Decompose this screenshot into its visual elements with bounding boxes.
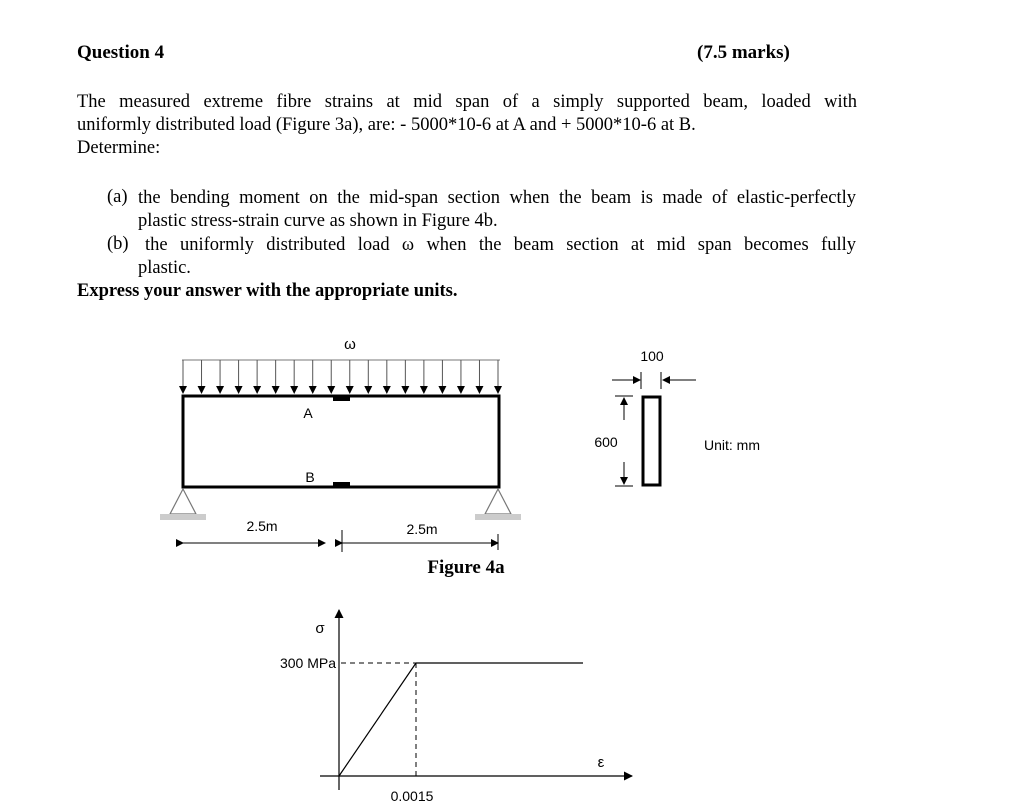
item-b-line-2: plastic. — [138, 258, 191, 278]
span-left-label: 2.5m — [246, 518, 278, 534]
figure-4a-caption: Figure 4a — [427, 557, 505, 578]
sigma-axis-label: σ — [315, 620, 325, 637]
instruction: Express your answer with the appropriate units. — [77, 281, 458, 301]
item-b-line-1: the uniformly distributed load ω when the beam section at mid span becomes fully — [145, 235, 856, 255]
question-marks: (7.5 marks) — [697, 42, 790, 63]
intro-line-1: The measured extreme fibre strains at mid span of a simply supported beam, loaded with — [77, 92, 857, 112]
yield-strain-label: 0.0015 — [390, 788, 434, 804]
intro-line-3: Determine: — [77, 138, 161, 158]
epsilon-axis-label: ε — [597, 754, 605, 771]
point-a-label: A — [303, 405, 313, 421]
yield-stress-label: 300 MPa — [279, 655, 336, 671]
item-a-label: (a) — [107, 187, 128, 207]
question-title: Question 4 — [77, 42, 165, 63]
intro-line-2: uniformly distributed load (Figure 3a), are: - 5000*10-6 at A and + 5000*10-6 at B. — [77, 115, 696, 135]
unit-label: Unit: mm — [704, 437, 760, 453]
elastic-branch — [339, 663, 416, 776]
load-symbol: ω — [344, 336, 356, 353]
item-a-line-2: plastic stress-strain curve as shown in Figure 4b. — [138, 211, 498, 231]
section-width-label: 100 — [640, 348, 664, 364]
item-a-line-1: the bending moment on the mid-span section when the beam is made of elastic-perfectly — [138, 188, 856, 208]
span-right-label: 2.5m — [406, 521, 438, 537]
section-depth-label: 600 — [594, 434, 618, 450]
item-b-label: (b) — [107, 234, 129, 254]
point-b-label: B — [305, 469, 315, 485]
